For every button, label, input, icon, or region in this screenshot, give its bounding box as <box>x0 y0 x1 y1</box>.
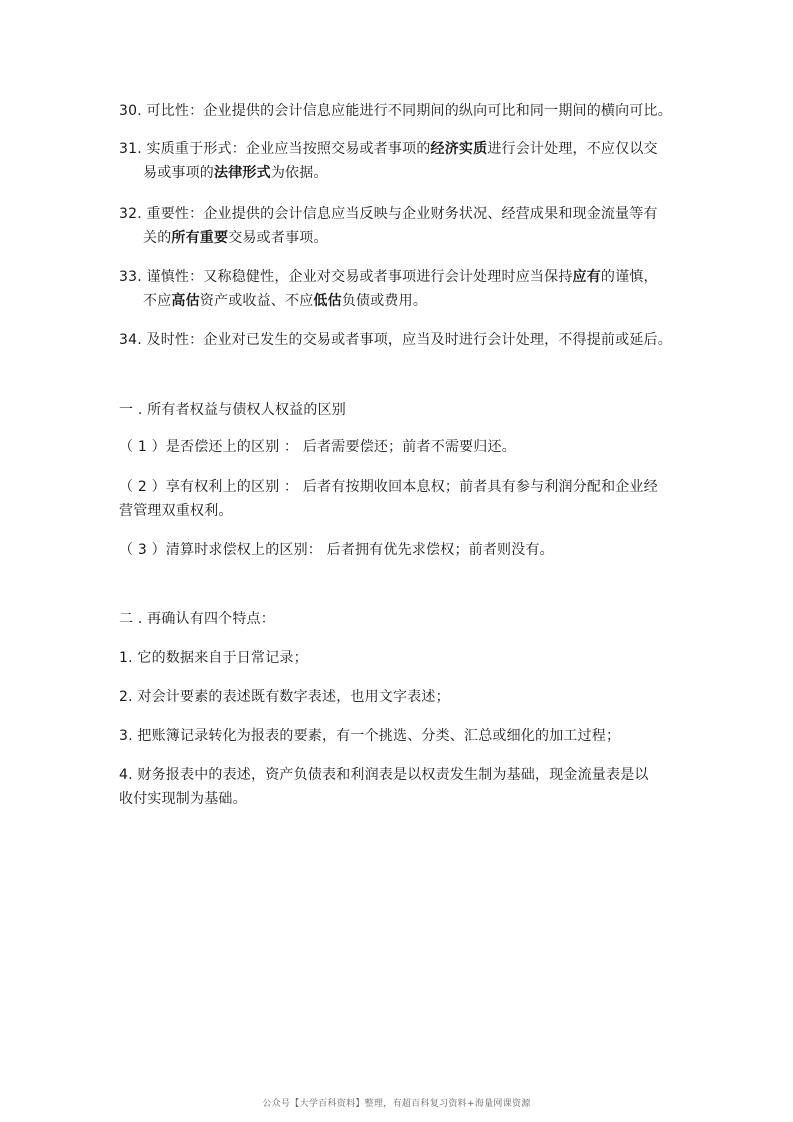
text-run: 32. 重要性：企业提供的会计信息应当反映与企业财务状况、经营成果和现金流量等有 <box>119 206 658 222</box>
text-run: 不应 <box>143 293 172 309</box>
item-33-line-2 <box>143 292 427 310</box>
item-33-line-1 <box>119 268 658 286</box>
text-run: 负债或费用。 <box>341 293 428 309</box>
text-run: 34. 及时性：企业对已发生的交易或者事项，应当及时进行会计处理，不得提前或延后。 <box>119 332 672 348</box>
bold-term: 低估 <box>313 293 342 309</box>
bold-term: 所有重要 <box>171 230 229 246</box>
item-32-line-1 <box>119 205 658 223</box>
section-two-point-4-line-2: 收付实现制为基础。 <box>119 791 247 807</box>
section-two-point-4-line-1: 4. 财务报表中的表述，资产负债表和利润表是以权责发生制为基础，现金流量表是以 <box>119 767 649 783</box>
text-run: 30. 可比性：企业提供的会计信息应能进行不同期间的纵向可比和同一期间的横向可比。 <box>119 103 672 119</box>
bold-term: 法律形式 <box>214 165 271 181</box>
text-run: 关的 <box>143 230 172 246</box>
section-one-point-3: （ 3 ）清算时求偿权上的区别： 后者拥有优先求偿权；前者则没有。 <box>119 542 554 558</box>
text-run: 为依据。 <box>270 165 328 181</box>
text-run: 的谨慎， <box>600 269 658 285</box>
text-run: 资产或收益、不应 <box>199 293 314 309</box>
section-two-point-1: 1. 它的数据来自于日常记录； <box>119 650 308 666</box>
item-30-line-1 <box>119 102 672 120</box>
text-run: 交易或者事项。 <box>228 230 328 246</box>
section-one-point-2-line-2: 营管理双重权利。 <box>119 503 233 519</box>
section-two-point-3: 3. 把账簿记录转化为报表的要素，有一个挑选、分类、汇总或细化的加工过程； <box>119 728 621 744</box>
item-31-line-2 <box>143 164 328 182</box>
text-run: 31. 实质重于形式：企业应当按照交易或者事项的 <box>119 141 431 157</box>
item-32-line-2 <box>143 229 328 247</box>
text-run: 进行会计处理，不应仅以交 <box>487 141 658 157</box>
text-run: 33. 谨慎性：又称稳健性，企业对交易或者事项进行会计处理时应当保持 <box>119 269 573 285</box>
page-footer-note: 公众号【大学百科资料】整理，有超百科复习资料+海量网课资源 <box>262 1099 531 1109</box>
bold-term: 经济实质 <box>430 141 488 157</box>
section-two-point-2: 2. 对会计要素的表述既有数字表述，也用文字表述； <box>119 689 450 705</box>
item-31-line-1 <box>119 140 658 158</box>
text-run: 易或事项的 <box>143 165 214 181</box>
section-one-point-2-line-1: （ 2 ）享有权利上的区别 ： 后者有按期收回本息权；前者具有参与利润分配和企业经 <box>119 479 658 495</box>
section-one-heading: 一 . 所有者权益与债权人权益的区别 <box>119 402 346 418</box>
bold-term: 高估 <box>171 293 200 309</box>
bold-term: 应有 <box>572 269 601 285</box>
section-two-heading: 二 . 再确认有四个特点： <box>119 611 275 627</box>
section-one-point-1: （ 1 ）是否偿还上的区别 ： 后者需要偿还；前者不需要归还。 <box>119 439 516 455</box>
item-34-line-1 <box>119 331 672 349</box>
